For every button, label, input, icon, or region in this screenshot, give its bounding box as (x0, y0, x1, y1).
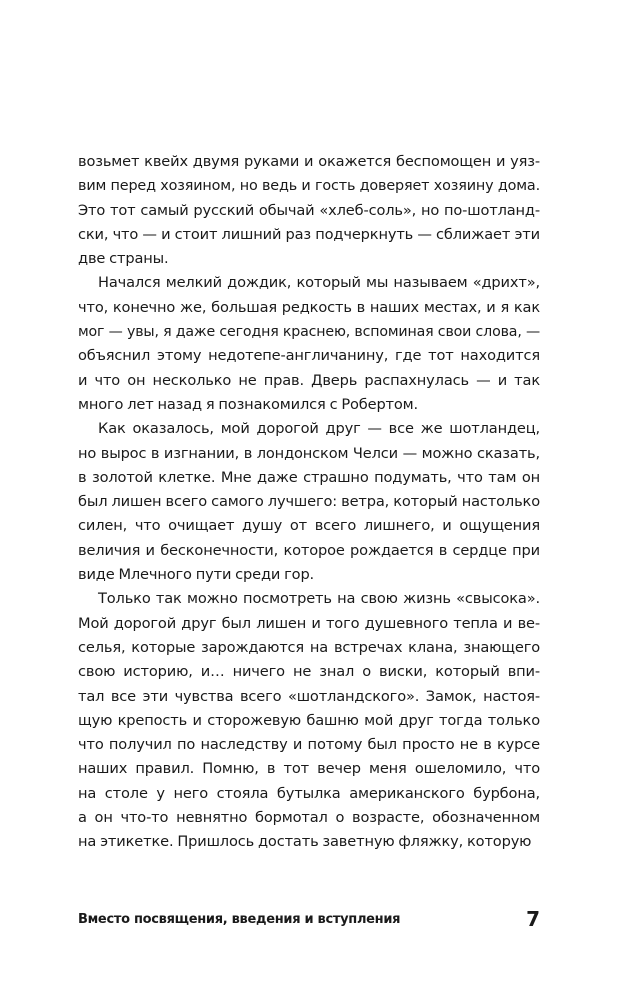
text-line: объяснил этому недотепе-англичанину, где тот находится (78, 347, 540, 365)
text-line: виде Млечного пути среди гор. (78, 566, 315, 584)
text-line: много лет назад я познакомился с Робертом. (78, 395, 419, 413)
text-line: что, конечно же, большая редкость в наших местах, и я как (78, 298, 540, 316)
text-line: вим перед хозяином, но ведь и гость доверяет хозяину дома. (78, 178, 540, 195)
text-line: Это тот самый русский обычай «хлеб-соль», но по-шотланд- (78, 201, 540, 219)
text-line: селья, которые зарождаются на встречах клана, знающего (78, 638, 540, 656)
text-line: свою историю, и… ничего не знал о виски, который впи- (78, 663, 540, 681)
text-line: щую крепость и сторожевую башню мой друг тогда только (78, 711, 540, 729)
running-title: Вместо посвящения, введения и вступления (78, 911, 401, 927)
text-line: на столе у него стояла бутылка американского бурбона, (78, 784, 540, 802)
page-footer (78, 904, 540, 934)
text-line: наших правил. Помню, в тот вечер меня ошеломило, что (78, 760, 540, 778)
text-line: Начался мелкий дождик, который мы называем «дрихт», (98, 274, 540, 292)
text-line: силен, что очищает душу от всего лишнего, и ощущения (78, 517, 540, 535)
paragraph (78, 587, 540, 854)
text-line: и что он несколько не прав. Дверь распахнулась — и так (78, 371, 540, 389)
body-text (78, 150, 540, 855)
text-line: Мой дорогой друг был лишен и того душевного тепла и ве- (78, 614, 540, 632)
page-number: 7 (526, 907, 540, 931)
text-line: тал все эти чувства всего «шотландского». Замок, настоя- (78, 687, 540, 705)
text-line: две страны. (78, 250, 169, 268)
text-line: на этикетке. Пришлось достать заветную фляжку, которую (78, 833, 532, 851)
text-line: в золотой клетке. Мне даже страшно подумать, что там он (78, 468, 540, 486)
text-line: ски, что — и стоит лишний раз подчеркнуть — сближает эти (78, 225, 540, 243)
paragraph (78, 417, 540, 587)
paragraph (78, 271, 540, 417)
paragraph (78, 150, 540, 271)
text-line: возьмет квейх двумя руками и окажется беспомощен и уяз- (78, 153, 540, 170)
text-line: величия и бесконечности, которое рождается в сердце при (78, 541, 540, 559)
text-line: что получил по наследству и потому был просто не в курсе (78, 736, 540, 754)
text-line: Только так можно посмотреть на свою жизнь «свысока». (98, 590, 540, 608)
text-line: был лишен всего самого лучшего: ветра, который настолько (78, 493, 540, 511)
text-line: мог — увы, я даже сегодня краснею, вспоминая свои слова, — (78, 324, 540, 341)
text-line: но вырос в изгнании, в лондонском Челси — можно сказать, (78, 444, 540, 462)
text-line: а он что-то невнятно бормотал о возрасте, обозначенном (78, 809, 540, 827)
text-line: Как оказалось, мой дорогой друг — все же шотландец, (98, 420, 540, 438)
